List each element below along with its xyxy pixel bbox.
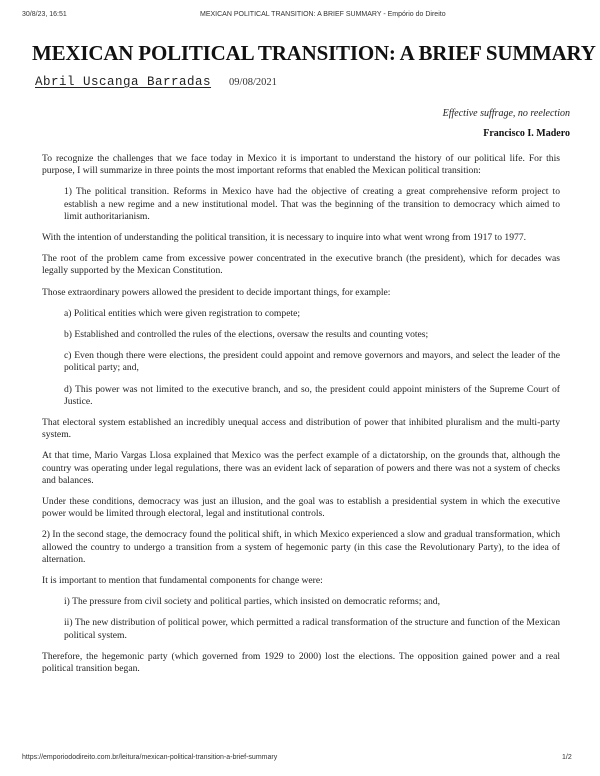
publish-date: 09/08/2021 bbox=[229, 77, 277, 88]
list-item: a) Political entities which were given registration to compete; bbox=[64, 307, 301, 319]
list-item: b) Established and controlled the rules of the elections, oversaw the results and counting votes; bbox=[64, 329, 429, 341]
paragraph: At that time, Mario Vargas Llosa explained that Mexico was the perfect example of a dictatorship, on the grounds that, although the country was operating under legal regulations, there was an evident lack of separation of powers and there was not a system of checks and balances. bbox=[42, 450, 560, 486]
print-page-title: MEXICAN POLITICAL TRANSITION: A BRIEF SUMMARY - Empório do Direito bbox=[200, 11, 446, 18]
paragraph: 2) In the second stage, the democracy found the political shift, in which Mexico experienced a slow and gradual transformation, which allowed the country to undergo a transition from a system of hegemonic party (in this case the Revolutionary Party), to the idea of alternation. bbox=[42, 529, 560, 565]
list-item: i) The pressure from civil society and political parties, which insisted on democratic reforms; and, bbox=[64, 596, 441, 608]
print-datetime: 30/8/23, 16:51 bbox=[22, 11, 67, 18]
print-footer bbox=[0, 754, 600, 766]
paragraph: Under these conditions, democracy was just an illusion, and the goal was to establish a presidential system in which the executive power would be limited through electoral, legal and institutional controls. bbox=[42, 496, 560, 520]
epigraph-author: Francisco I. Madero bbox=[483, 128, 570, 139]
epigraph-quote: Effective suffrage, no reelection bbox=[442, 108, 570, 119]
paragraph: To recognize the challenges that we face today in Mexico it is important to understand the history of our political life. For this purpose, I will summarize in three points the most important reforms that enabled the Mexican political transition: bbox=[42, 153, 560, 177]
list-item: ii) The new distribution of political power, which permitted a radical transformation of the structure and function of the Mexican political system. bbox=[64, 617, 560, 641]
article-body bbox=[42, 153, 560, 684]
page-number: 1/2 bbox=[562, 754, 572, 761]
author-link[interactable]: Abril Uscanga Barradas bbox=[35, 75, 212, 89]
article-title: MEXICAN POLITICAL TRANSITION: A BRIEF SUMMARY bbox=[32, 41, 596, 65]
list-item: d) This power was not limited to the executive branch, and so, the president could appoint ministers of the Supreme Court of Justice. bbox=[64, 383, 560, 407]
byline bbox=[35, 72, 277, 88]
page-url: https://emporiododireito.com.br/leitura/mexican-political-transition-a-brief-summary bbox=[22, 754, 278, 761]
print-header bbox=[0, 11, 600, 23]
paragraph: The root of the problem came from excessive power concentrated in the executive branch (the president), which for decades was legally supported by the Mexican Constitution. bbox=[42, 253, 560, 277]
list-item: c) Even though there were elections, the president could appoint and remove governors and mayors, and select the leader of the political party; and, bbox=[64, 350, 560, 374]
paragraph: It is important to mention that fundamental components for change were: bbox=[42, 575, 323, 587]
paragraph: Therefore, the hegemonic party (which governed from 1929 to 2000) lost the elections. The opposition gained power and a real political transition began. bbox=[42, 650, 560, 675]
paragraph: Those extraordinary powers allowed the president to decide important things, for example: bbox=[42, 286, 391, 298]
paragraph: 1) The political transition. Reforms in Mexico have had the objective of creating a great comprehensive reform project to establish a new regime and a new institutional model. That was the beginning of the transition to democracy which aimed to limit authoritarianism. bbox=[64, 186, 560, 222]
paragraph: With the intention of understanding the political transition, it is necessary to inquire into what went wrong from 1917 to 1977. bbox=[42, 232, 527, 244]
paragraph: That electoral system established an incredibly unequal access and distribution of power that inhibited pluralism and the multi-party system. bbox=[42, 417, 560, 441]
